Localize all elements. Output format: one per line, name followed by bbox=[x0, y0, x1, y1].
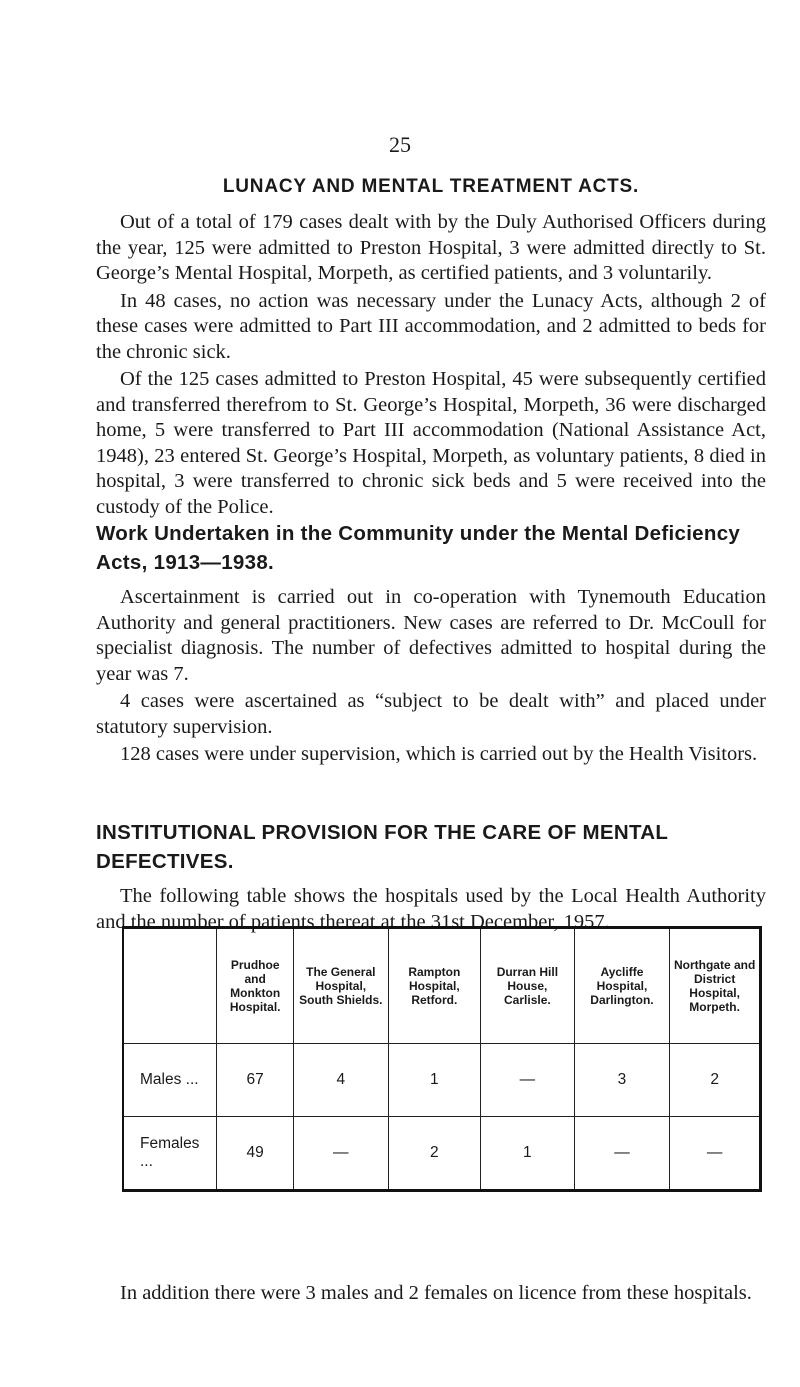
table-header-empty bbox=[123, 928, 217, 1044]
table-header: Rampton Hospital, Retford. bbox=[388, 928, 481, 1044]
section-institutional-provision bbox=[96, 818, 766, 935]
table-cell: 1 bbox=[388, 1044, 481, 1117]
section-lunacy bbox=[96, 172, 766, 520]
table-header: The General Hospital, South Shields. bbox=[294, 928, 389, 1044]
paragraph: The following table shows the hospitals used by the Local Health Authority and the number of patients thereat at the 31st December, 1957. bbox=[96, 885, 766, 933]
paragraph: Of the 125 cases admitted to Preston Hospital, 45 were subsequently certified and transferred therefrom to St. George’s Hospital, Morpeth, 36 were discharged home, 5 were transferred to Part III accommodation (National Assistance Act, 1948), 23 entered St. George’s Hospital, Morpeth, as voluntary patients, 8 died in hospital, 3 were transferred to chronic sick beds and 5 were received into the custody of the Police. bbox=[96, 368, 766, 518]
page-number: 25 bbox=[389, 132, 411, 157]
table-row bbox=[123, 1117, 761, 1191]
table-cell: 3 bbox=[574, 1044, 670, 1117]
row-label-males: Males ... bbox=[123, 1044, 217, 1117]
hospitals-table bbox=[122, 926, 762, 1192]
table-row bbox=[123, 1044, 761, 1117]
table-cell: 4 bbox=[294, 1044, 389, 1117]
table-cell: 2 bbox=[670, 1044, 761, 1117]
paragraph: 4 cases were ascertained as “subject to be dealt with” and placed under statutory supervision. bbox=[96, 690, 766, 738]
table-cell: — bbox=[670, 1117, 761, 1191]
paragraph: Out of a total of 179 cases dealt with by the Duly Authorised Officers during the year, 125 were admitted to Preston Hospital, 3 were admitted directly to St. George’s Mental Hospital, Morpeth, as certified patients, and 3 voluntarily. bbox=[96, 211, 766, 284]
table-cell: 2 bbox=[388, 1117, 481, 1191]
table-header: Northgate and District Hospital, Morpeth. bbox=[670, 928, 761, 1044]
table-cell: — bbox=[294, 1117, 389, 1191]
table-header: Durran Hill House, Carlisle. bbox=[481, 928, 574, 1044]
table-header: Aycliffe Hospital, Darlington. bbox=[574, 928, 670, 1044]
table-header: Prudhoe and Monkton Hospital. bbox=[217, 928, 294, 1044]
after-table-note bbox=[96, 1281, 766, 1307]
section-mental-deficiency bbox=[96, 519, 766, 768]
table-cell: — bbox=[481, 1044, 574, 1117]
table-cell: 49 bbox=[217, 1117, 294, 1191]
section-title-lunacy: LUNACY AND MENTAL TREATMENT ACTS. bbox=[222, 176, 640, 197]
paragraph: In addition there were 3 males and 2 females on licence from these hospitals. bbox=[120, 1282, 752, 1304]
paragraph: 128 cases were under supervision, which is carried out by the Health Visitors. bbox=[120, 743, 758, 765]
paragraph: In 48 cases, no action was necessary under the Lunacy Acts, although 2 of these cases were admitted to Part III accommodation, and 2 admitted to beds for the chronic sick. bbox=[96, 289, 766, 363]
table-header-row bbox=[123, 928, 761, 1044]
table-cell: 67 bbox=[217, 1044, 294, 1117]
row-label-females: Females ... bbox=[123, 1117, 217, 1191]
table-cell: — bbox=[574, 1117, 670, 1191]
section-title-mental-deficiency: Work Undertaken in the Community under the Mental Deficiency Acts, 1913—1938. bbox=[96, 522, 741, 574]
section-title-institutional-provision: INSTITUTIONAL PROVISION FOR THE CARE OF MENTAL DEFECTIVES. bbox=[96, 821, 668, 873]
table-cell: 1 bbox=[481, 1117, 574, 1191]
paragraph: Ascertainment is carried out in co-operation with Tynemouth Education Authority and general practitioners. New cases are referred to Dr. McCoull for specialist diagnosis. The number of defectives admitted to hospital during the year was 7. bbox=[96, 586, 766, 685]
